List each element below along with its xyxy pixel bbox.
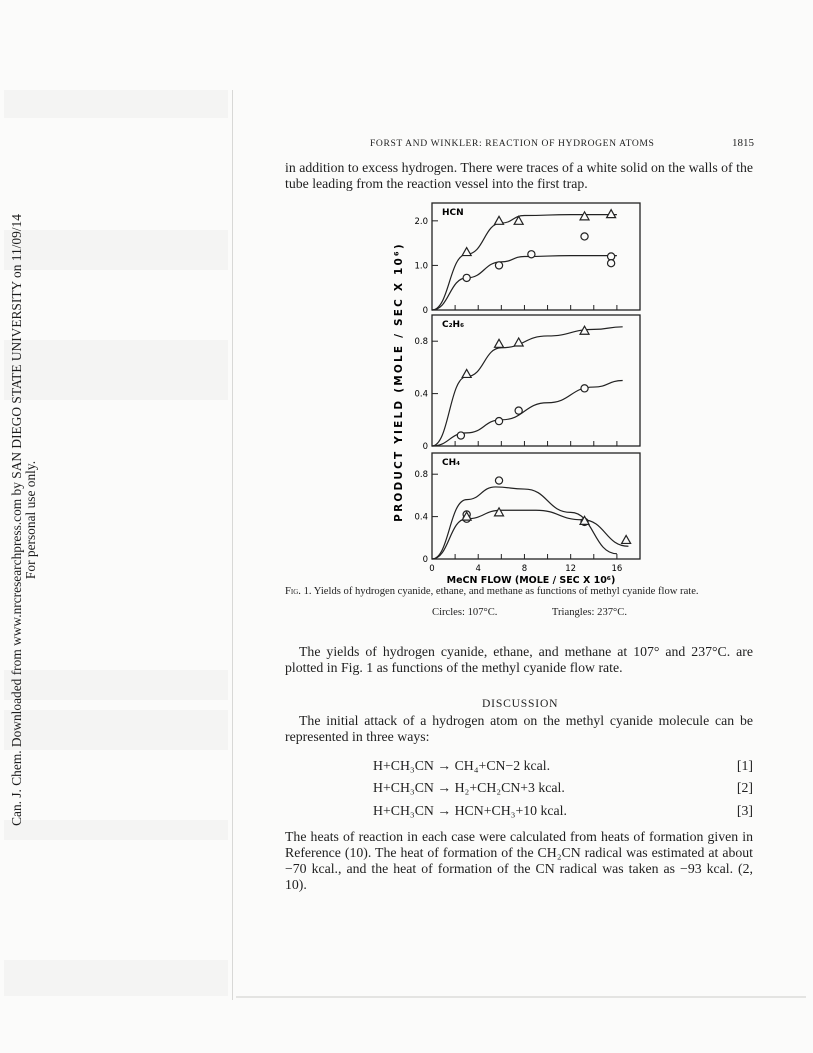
fit-curve-0-0: [432, 215, 617, 310]
equation-3-text: H+CH₃CN → HCN+CH₃+10 kcal.: [373, 803, 567, 818]
section-heading: DISCUSSION: [482, 697, 559, 710]
y-tick-label-0-0: 0: [422, 306, 428, 316]
y-tick-label-2-1: 0.4: [414, 512, 428, 523]
x-tick-label-3: 12: [565, 564, 577, 574]
running-title: FORST AND WINKLER: REACTION OF HYDROGEN ATOMS: [370, 138, 655, 149]
paragraph-1: in addition to excess hydrogen. There were traces of a white solid on the walls of the tube leading from the reaction vessel into the first trap.: [285, 160, 753, 191]
caption-triangles: Triangles: 237°C.: [551, 607, 627, 618]
circle-point-0-2: [528, 251, 535, 258]
triangle-point-1-2: [514, 338, 523, 346]
panel-label-1: C₂H₆: [442, 320, 465, 330]
figure-caption: [285, 586, 753, 598]
triangle-point-2-3: [622, 535, 631, 543]
triangle-point-0-4: [607, 210, 616, 218]
caption-legend: [432, 607, 679, 618]
triangle-point-1-0: [462, 369, 471, 377]
caption-label: Fig. 1.: [285, 586, 312, 597]
caption-text: Yields of hydrogen cyanide, ethane, and methane as functions of methyl cyanide flow rate.: [313, 586, 699, 597]
y-tick-label-1-0: 0: [422, 442, 428, 452]
equation-3: [373, 803, 753, 819]
panel-frame-1: [432, 315, 640, 446]
page-number: 1815: [732, 137, 754, 149]
circle-point-1-1: [495, 418, 502, 425]
equation-1: [373, 758, 753, 774]
triangle-point-0-1: [495, 216, 504, 224]
panel-label-0: HCN: [442, 208, 464, 218]
circle-point-2-0: [495, 477, 502, 484]
fit-curve-0-1: [432, 256, 617, 310]
circle-point-1-2: [515, 407, 522, 414]
circle-point-0-0: [463, 274, 470, 281]
chart-canvas: [380, 195, 650, 585]
fit-curve-1-0: [432, 327, 623, 446]
equation-2-text: H+CH₃CN → H₂+CH₂CN+3 kcal.: [373, 780, 565, 795]
paragraph-4: The heats of reaction in each case were calculated from heats of formation given in Reference (10). The heat of formation of the CH₂CN radical was estimated at about −70 kcal., and the heat of formation of the CN radical was taken as −93 kcal. (2, 10).: [285, 829, 753, 892]
triangle-point-1-1: [495, 339, 504, 347]
y-tick-label-1-2: 0.8: [414, 337, 428, 348]
equation-1-number: [1]: [736, 758, 753, 773]
paragraph-2: The yields of hydrogen cyanide, ethane, and methane at 107° and 237°C. are plotted in Fig. 1 as functions of the methyl cyanide flow rate.: [285, 644, 753, 675]
x-axis-label: MeCN FLOW (MOLE / SEC X 10⁶): [446, 575, 616, 585]
panel-frame-2: [432, 453, 640, 559]
circle-point-1-3: [581, 385, 588, 392]
x-tick-label-2: 8: [521, 564, 528, 574]
x-tick-label-0: 0: [429, 564, 435, 574]
paragraph-3: The initial attack of a hydrogen atom on the methyl cyanide molecule can be represented in three ways:: [285, 713, 753, 744]
watermark-line-1: Can. J. Chem. Downloaded from www.nrcresearchpress.com by SAN DIEGO STATE UNIVERSITY on 11/09/14: [9, 214, 24, 826]
y-tick-label-0-1: 1.0: [414, 261, 428, 272]
y-tick-label-0-2: 2.0: [414, 216, 428, 227]
triangle-point-0-0: [462, 248, 471, 256]
equation-2-number: [2]: [736, 780, 753, 795]
circle-point-0-1: [495, 262, 502, 269]
y-tick-label-1-1: 0.4: [414, 389, 428, 400]
y-axis-label: PRODUCT YIELD (MOLE / SEC X 10⁶): [393, 242, 405, 522]
figure-1: [380, 195, 650, 585]
equation-1-text: H+CH₃CN → CH₄+CN−2 kcal.: [373, 758, 551, 773]
equation-2: [373, 780, 753, 796]
scan-footer-noise: [236, 996, 806, 998]
x-tick-label-1: 4: [475, 564, 481, 574]
fit-curve-2-1: [432, 510, 628, 559]
y-tick-label-2-2: 0.8: [414, 470, 428, 481]
circle-point-0-3: [581, 233, 588, 240]
circle-point-1-0: [457, 432, 464, 439]
triangle-point-2-1: [495, 508, 504, 516]
panel-label-2: CH₄: [442, 458, 461, 468]
watermark-line-2: For personal use only.: [23, 460, 38, 580]
x-tick-label-4: 16: [611, 564, 623, 574]
running-header: [370, 138, 754, 152]
circle-point-0-5: [608, 260, 615, 267]
download-watermark: [10, 210, 50, 830]
y-tick-label-2-0: 0: [422, 555, 428, 565]
fit-curve-2-0: [432, 487, 617, 559]
triangle-point-0-3: [580, 212, 589, 220]
caption-circles: Circles: 107°C.: [432, 607, 498, 618]
equation-3-number: [3]: [736, 803, 753, 818]
